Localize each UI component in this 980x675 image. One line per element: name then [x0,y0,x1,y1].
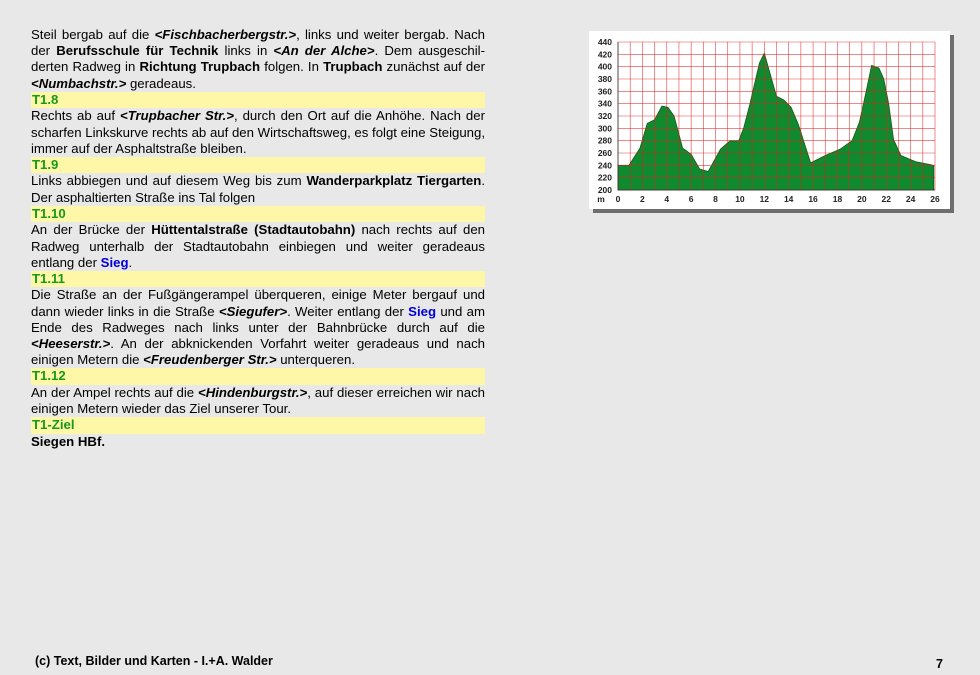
goal-text: Siegen HBf. [31,433,106,449]
text: Die Straße an der Fußgängerampel überqueren, einige Meter bergauf und dann wieder links in die Straße [31,287,485,319]
y-tick-label: 440 [597,37,612,47]
x-tick-label: 10 [735,194,745,204]
y-tick-label: 400 [597,61,612,72]
x-tick-label: 0 [615,194,621,204]
street-name: <Siegufer> [218,303,288,319]
landmark: Wanderparkplatz Tiergarten [306,173,482,189]
text: links in [218,43,274,59]
copyright-footer: (c) Text, Bilder und Karten - I.+A. Walder [35,654,273,668]
x-tick-label: 8 [713,194,718,204]
text: . Dem ausgeschil-derten Radweg in [31,43,486,75]
section-text-t1-11 [31,287,485,368]
x-tick-label: 18 [832,194,843,204]
y-tick-label: 280 [597,135,612,146]
text: An der Brücke der [31,222,152,238]
text: An der Ampel rechts auf die [31,384,199,400]
text: nach rechts auf den Radweg unterhalb der Stadtautobahn einbiegen und weiter geradeaus entlang der [31,222,485,270]
section-text-t1-12 [31,385,485,417]
section-heading-t1-9: T1.9 [31,157,485,174]
y-tick-label: 260 [597,148,612,158]
y-tick-label: 320 [597,111,612,121]
street-name: <Heeserstr.> [31,336,111,352]
x-tick-label: 12 [759,194,770,204]
x-tick-label: 26 [930,194,940,204]
text: Steil bergab auf die [31,27,155,42]
page-number: 7 [936,657,943,671]
text: . Weiter entlang der [287,303,409,319]
y-tick-label: 240 [597,160,612,171]
text: , auf dieser erreichen wir nach einigen Metern wieder das Ziel unserer Tour. [31,384,486,417]
section-text-t1-9 [31,173,485,205]
street-name: <Freudenberger Str.> [143,352,277,368]
x-tick-label: 6 [688,194,694,204]
text: Rechts ab auf [31,108,120,124]
x-tick-label: 22 [881,194,891,204]
route-description [31,27,485,450]
section-heading-t1-ziel: T1-Ziel [31,417,485,434]
y-tick-label: 380 [597,74,612,84]
x-tick-label: 24 [905,194,916,204]
elevation-profile-svg [589,31,950,209]
text: , durch den Ort auf die Anhöhe. Nach der scharfen Linkskurve rechts ab auf den Wirtschaftsweg, es folgt eine Steigung, immer auf der Asphaltstraße bleiben. [31,108,485,156]
y-unit-label: m [597,194,605,204]
landmark: Trupbach [323,59,383,75]
text: geradeaus. [126,75,196,91]
street-name: <Numbachstr.> [31,75,127,91]
text: , links und weiter bergab. Nach der [31,27,486,59]
section-heading-t1-10: T1.10 [31,206,485,223]
landmark: Berufsschule für Technik [56,43,219,59]
section-heading-t1-12: T1.12 [31,368,485,385]
y-tick-label: 300 [597,123,612,134]
text: zunächst auf der [382,59,485,75]
x-tick-label: 16 [808,194,818,204]
landmark: Hüttentalstraße (Stadtautobahn) [151,222,356,238]
landmark: Richtung Trupbach [139,59,261,75]
section-heading-t1-8: T1.8 [31,92,485,109]
text: und am Ende des Radweges nach links unter der Bahnbrücke durch auf die [31,303,485,335]
text: Links abbiegen und auf diesem Weg bis zum [31,173,307,189]
y-tick-label: 420 [597,49,612,60]
intro-paragraph [31,27,485,92]
x-tick-label: 4 [664,194,670,204]
river-name: Sieg [100,254,129,270]
river-name: Sieg [408,303,437,319]
x-tick-label: 2 [640,194,645,204]
text: folgen. In [260,59,324,75]
elevation-profile-chart [589,31,950,209]
section-text-t1-10 [31,222,485,271]
text: . Der asphaltierten Straße ins Tal folgen [31,173,485,205]
section-text-t1-8 [31,108,485,157]
street-name: <Trupbacher Str.> [120,108,234,124]
text: unterqueren. [276,352,356,368]
x-tick-label: 20 [857,194,867,204]
x-tick-label: 14 [783,194,794,204]
street-name: <An der Alche> [273,43,375,59]
y-tick-label: 360 [597,86,612,97]
text: . An der abknickenden Vorfahrt weiter geradeaus und nach einigen Metern die [31,336,485,368]
text: . [128,254,133,270]
street-name: <Hindenburgstr.> [198,384,308,400]
street-name: <Fischbacherbergstr.> [154,27,297,42]
section-heading-t1-11: T1.11 [31,271,485,288]
y-tick-label: 340 [597,98,612,109]
y-tick-label: 200 [597,185,612,195]
y-tick-label: 220 [597,172,612,183]
